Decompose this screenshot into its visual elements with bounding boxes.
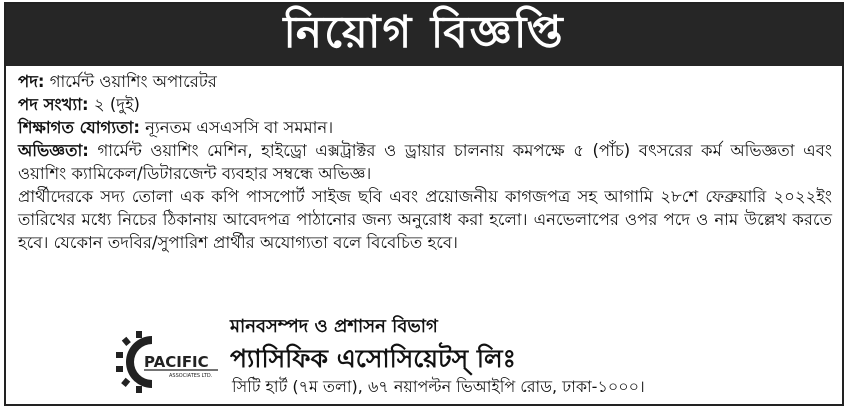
education-label: শিক্ষাগত যোগ্যতা: — [18, 118, 140, 137]
instructions-paragraph: প্রার্থীদেরকে সদ্য তোলা এক কপি পাসপোর্ট সাইজ ছবি এবং প্রয়োজনীয় কাগজপত্র সহ আগামি ২৮শে ফেব্রুয়ারি ২০২২ইং তারিখের মধ্যে নিচের ঠিকানায় আবেদপত্র পাঠানোর জন্য অনুরোধ করা হলো। এনভেলাপের ওপর পদে ও নাম উল্লেখ করতে হবে। যেকোন তদবির/সুপারিশ প্রার্থীর অযোগ্যতা বলে বিবেচিত হবে। — [18, 187, 832, 252]
ad-body — [6, 66, 842, 254]
education-line — [18, 116, 832, 139]
experience-paragraph — [18, 139, 832, 185]
department-name: মানবসম্পদ ও প্রশাসন বিভাগ — [230, 316, 438, 337]
vacancy-count-label: পদ সংখ্যা: — [18, 95, 89, 114]
experience-label: অভিজ্ঞতা: — [18, 141, 89, 160]
banner-title: নিয়োগ বিজ্ঞপ্তি — [283, 6, 565, 58]
pacific-gear-logo-icon — [114, 330, 226, 394]
post-value: গার্মেন্ট ওয়াশিং অপারেটর — [44, 72, 217, 91]
post-label: পদ: — [18, 72, 45, 91]
post-line — [18, 70, 832, 93]
experience-value: গার্মেন্ট ওয়াশিং মেশিন, হাইড্রো এক্সট্রাক্টর ও ড্রায়ার চালনায় কমপক্ষে ৫ (পাঁচ) বৎসরের কর্ম অভিজ্ঞতা এবং ওয়াশিং ক্যামিকেল/ডিটারজেন্ট ব্যবহার সম্বন্ধে অভিজ্ঞ। — [18, 141, 832, 183]
education-value: ন্যূনতম এসএসসি বা সমমান। — [139, 118, 334, 137]
banner — [6, 4, 842, 66]
vacancy-count-line — [18, 93, 832, 116]
company-address: সিটি হার্ট (৭ম তলা), ৬৭ নয়াপল্টন ভিআইপি রোড, ঢাকা-১০০০। — [232, 377, 645, 396]
job-advertisement — [4, 2, 844, 406]
logo-subtext: ASSOCIATES LTD. — [169, 373, 213, 379]
footer — [6, 308, 842, 404]
company-name: প্যাসিফিক এসোসিয়েটস্ লিঃ — [230, 344, 516, 373]
logo-text: PACIFIC — [144, 353, 209, 371]
vacancy-count-value: ২ (দুই) — [88, 95, 140, 114]
